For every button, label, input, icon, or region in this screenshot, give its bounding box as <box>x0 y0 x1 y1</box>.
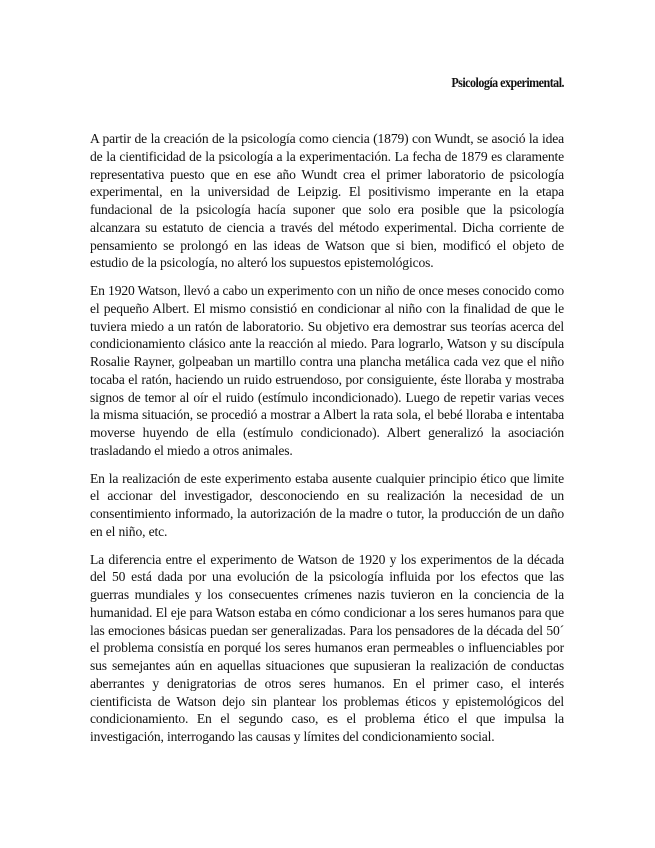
paragraph-comparison: La diferencia entre el experimento de Watson de 1920 y los experimentos de la década del 50 está dada por una evolución de la psicología influida por los efectos que las guerras mundiales y los consecuentes crímenes nazis tuvieron en la conciencia de la humanidad. El eje para Watson estaba en cómo condicionar a los seres humanos para que las emociones básicas puedan ser generalizadas. Para los pensadores de la década del 50´ el problema consistía en porqué los seres humanos eran permeables o influenciables por sus semejantes aún en aquellas situaciones que supusieran la realización de conductas aberrantes y denigratorias de otros seres humanos. En el primer caso, el interés cientificista de Watson dejo sin plantear los problemas éticos y epistemológicos del condicionamiento. En el segundo caso, es el problema ético el que impulsa la investigación, interrogando las causas y límites del condicionamiento social. <box>90 551 564 744</box>
paragraph-little-albert: En 1920 Watson, llevó a cabo un experimento con un niño de once meses conocido como el pequeño Albert. El mismo consistió en condicionar al niño con la finalidad de que le tuviera miedo a un ratón de laboratorio. Su objetivo era demostrar sus teorías acerca del condicionamiento clásico ante la reacción al miedo. Para lograrlo, Watson y su discípula Rosalie Rayner, golpeaban un martillo contra una plancha metálica cada vez que el niño tocaba el ratón, haciendo un ruido estruendoso, por consiguiente, éste lloraba y mostraba signos de temor al oír el ruido (estímulo incondicionado). Luego de repetir varias veces la misma situación, se procedió a mostrar a Albert la rata sola, el bebé lloraba e intentaba moverse huyendo de ella (estímulo condicionado). Albert generalizó la asociación trasladando el miedo a otros animales. <box>90 283 564 458</box>
page-header-title: Psicología experimental. <box>451 76 564 91</box>
paragraph-wundt: A partir de la creación de la psicología como ciencia (1879) con Wundt, se asoció la idea de la cientificidad de la psicología a la experimentación. La fecha de 1879 es claramente representativa puesto que en ese año Wundt crea el primer laboratorio de psicología experimental, en la universidad de Leipzig. El positivismo imperante en la etapa fundacional de la psicología hacía suponer que solo era posible que la psicología alcanzara su estatuto de ciencia a través del método experimental. Dicha corriente de pensamiento se prolongó en las ideas de Watson que si bien, modificó el objeto de estudio de la psicología, no alteró los supuestos epistemológicos. <box>90 131 564 271</box>
paragraph-ethics: En la realización de este experimento estaba ausente cualquier principio ético que limite el accionar del investigador, desconociendo en su realización la necesidad de un consentimiento informado, la autorización de la madre o tutor, la producción de un daño en el niño, etc. <box>90 470 564 539</box>
document-body <box>90 130 564 756</box>
